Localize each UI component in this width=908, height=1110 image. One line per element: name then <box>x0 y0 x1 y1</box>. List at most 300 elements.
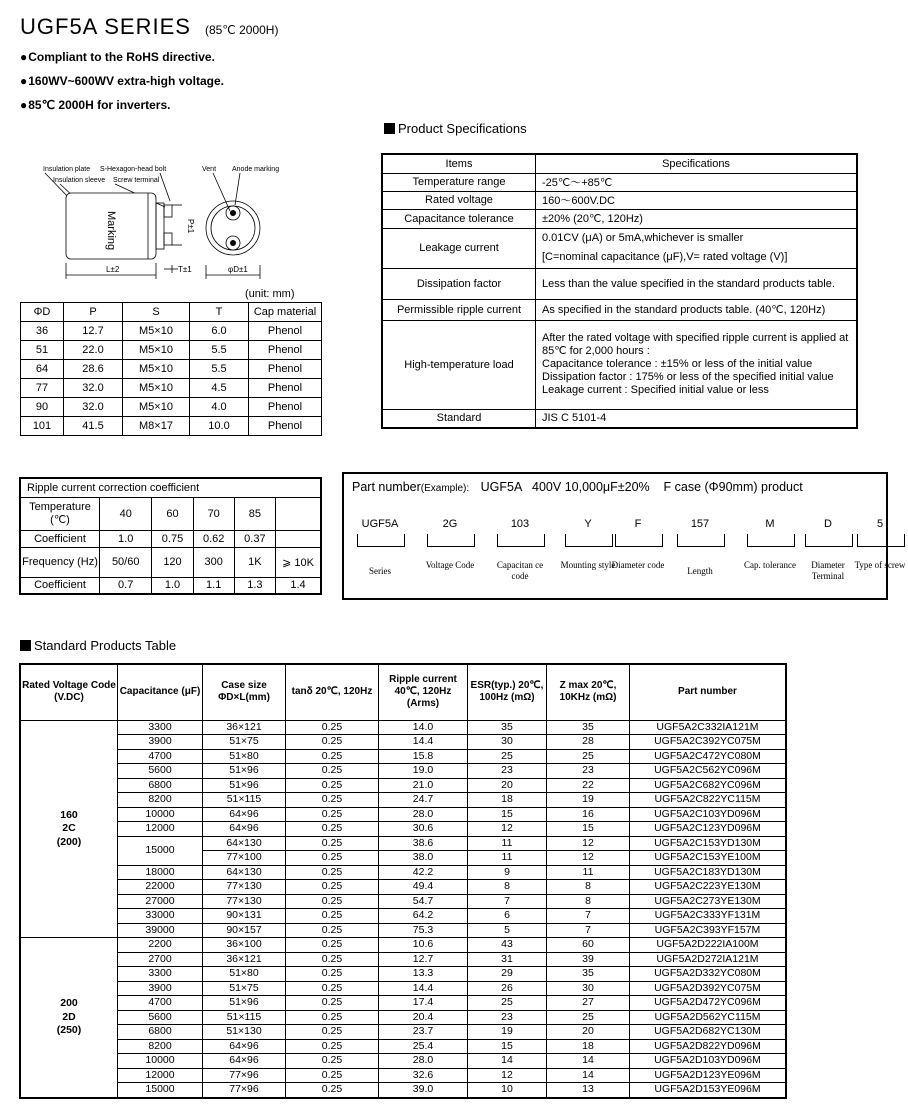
table-cell: 77×130 <box>203 894 286 909</box>
voltage-code: 2D <box>62 1010 76 1023</box>
table-cell: 31 <box>468 952 547 967</box>
table-cell: 11 <box>468 851 547 866</box>
table-row <box>20 793 786 808</box>
table-cell: 20 <box>468 778 547 793</box>
table-cell: 3900 <box>118 981 203 996</box>
table-cell: 8 <box>547 880 630 895</box>
marking-text: Marking <box>105 211 117 251</box>
table-cell: 28.0 <box>379 1054 468 1069</box>
table-cell: 13.3 <box>379 967 468 982</box>
part-code-bracket <box>615 534 663 547</box>
table-cell: 7 <box>468 894 547 909</box>
spec-value: Capacitance tolerance : ±15% or less of the initial value <box>542 358 813 370</box>
table-cell: 12000 <box>118 822 203 837</box>
table-cell: 16 <box>547 807 630 822</box>
table-row <box>20 836 786 851</box>
table-row <box>20 996 786 1011</box>
column-header: S <box>123 303 190 322</box>
table-cell: 4700 <box>118 749 203 764</box>
ripple-correction-table: Ripple current correction coefficient Temperature (℃) 40 60 70 85 Coefficient 1.0 0.75 0.62 0.37 Frequency (Hz) 50/60 120 300 1K ⩾ 10K Coefficient 0.7 1.0 1.1 1.3 1.4 <box>19 477 322 595</box>
table-cell: 64×130 <box>203 836 286 851</box>
table-cell: 28 <box>547 735 630 750</box>
table-cell: UGF5A2D332YC080M <box>630 967 787 982</box>
table-cell: 12 <box>547 851 630 866</box>
table-cell: 15000 <box>118 1083 203 1098</box>
table-cell: 21.0 <box>379 778 468 793</box>
spec-value: Leakage current : Specified initial value or less <box>542 384 769 396</box>
table-row: 77 32.0 M5×10 4.5 Phenol <box>21 379 322 398</box>
table-cell: 20.4 <box>379 1010 468 1025</box>
table-cell: 12000 <box>118 1068 203 1083</box>
part-code-bracket <box>805 534 853 547</box>
table-cell: 64×96 <box>203 1054 286 1069</box>
table-cell: UGF5A2D562YC115M <box>630 1010 787 1025</box>
table-cell: 6 <box>468 909 547 924</box>
row-label: Coefficient <box>20 577 100 594</box>
table-cell: 51×80 <box>203 967 286 982</box>
part-code-bracket <box>497 534 545 547</box>
unit-note: (unit: mm) <box>245 288 295 300</box>
table-cell: 0.25 <box>286 967 379 982</box>
table-cell: UGF5A2C273YE130M <box>630 894 787 909</box>
table-cell: 51×75 <box>203 981 286 996</box>
table-title: Ripple current correction coefficient <box>20 478 321 497</box>
dimension-table <box>20 302 322 436</box>
part-code-bracket <box>357 534 405 547</box>
table-cell: 30 <box>547 981 630 996</box>
column-header: Specifications <box>536 154 858 173</box>
table-cell: 7 <box>547 909 630 924</box>
table-cell: 19.0 <box>379 764 468 779</box>
spec-value: [C=nominal capacitance (μF),V= rated voltage (V)] <box>542 251 788 263</box>
table-cell: 5600 <box>118 764 203 779</box>
part-code-bracket <box>747 534 795 547</box>
part-code: 157 <box>690 518 710 530</box>
table-cell: 29 <box>468 967 547 982</box>
drawing-label: Anode marking <box>232 166 280 173</box>
table-cell: 20 <box>547 1025 630 1040</box>
table-cell: UGF5A2C562YC096M <box>630 764 787 779</box>
table-cell: 49.4 <box>379 880 468 895</box>
table-cell: 0.25 <box>286 865 379 880</box>
column-header: Part number <box>630 664 787 720</box>
table-cell: 39000 <box>118 923 203 938</box>
part-code-label: Cap. tolerance <box>744 560 796 570</box>
table-cell: 0.25 <box>286 720 379 735</box>
table-row: 101 41.5 M8×17 10.0 Phenol <box>21 417 322 436</box>
table-cell: UGF5A2D103YD096M <box>630 1054 787 1069</box>
part-code-bracket <box>565 534 613 547</box>
column-header: Capacitance (μF) <box>118 664 203 720</box>
table-cell: 51×115 <box>203 1010 286 1025</box>
dimension-label: L±2 <box>106 265 120 274</box>
table-cell: UGF5A2D392YC075M <box>630 981 787 996</box>
table-cell: 0.25 <box>286 1068 379 1083</box>
table-cell: 7 <box>547 923 630 938</box>
feature-bullet: ● Compliant to the RoHS directive. <box>20 50 215 64</box>
table-cell: 0.25 <box>286 764 379 779</box>
table-cell: 0.25 <box>286 778 379 793</box>
table-cell: 0.25 <box>286 952 379 967</box>
table-cell: 14.0 <box>379 720 468 735</box>
table-cell: 90×131 <box>203 909 286 924</box>
table-cell: 39 <box>547 952 630 967</box>
part-code: 2G <box>442 518 458 530</box>
table-cell: 0.25 <box>286 735 379 750</box>
table-cell: 18 <box>547 1039 630 1054</box>
table-cell: 18000 <box>118 865 203 880</box>
part-number-box <box>342 472 906 600</box>
table-cell: 54.7 <box>379 894 468 909</box>
part-code: 5 <box>876 518 884 530</box>
table-cell: 51×96 <box>203 778 286 793</box>
table-cell: 38.6 <box>379 836 468 851</box>
table-cell: 0.25 <box>286 1039 379 1054</box>
table-cell: UGF5A2D222IA100M <box>630 938 787 953</box>
table-cell: 11 <box>468 836 547 851</box>
table-cell: 0.25 <box>286 822 379 837</box>
table-cell: 90×157 <box>203 923 286 938</box>
table-cell: 77×130 <box>203 880 286 895</box>
table-cell: 23 <box>547 764 630 779</box>
table-cell: 14.4 <box>379 981 468 996</box>
spec-item: Temperature range <box>382 173 536 191</box>
table-cell: 13 <box>547 1083 630 1098</box>
spec-value: -25℃～+85℃ <box>536 173 858 191</box>
table-cell: 36×121 <box>203 952 286 967</box>
table-cell: 77×96 <box>203 1068 286 1083</box>
table-cell: 36×100 <box>203 938 286 953</box>
part-code-label: Type of screw <box>854 560 906 570</box>
drawing-label: Insulation sleeve <box>53 177 106 184</box>
table-cell: 51×96 <box>203 764 286 779</box>
table-cell: 8 <box>468 880 547 895</box>
capacitor-drawing <box>30 155 320 290</box>
table-cell: 30.6 <box>379 822 468 837</box>
table-cell: 32.6 <box>379 1068 468 1083</box>
spec-value: JIS C 5101-4 <box>536 409 858 428</box>
table-cell: 35 <box>468 720 547 735</box>
column-header: Rated Voltage Code (V.DC) <box>20 664 118 720</box>
column-header: ΦD <box>21 303 64 322</box>
table-cell: 77×100 <box>203 851 286 866</box>
table-cell: UGF5A2C123YD096M <box>630 822 787 837</box>
part-code: F <box>634 518 642 530</box>
column-header: P <box>64 303 123 322</box>
table-cell: 12 <box>547 836 630 851</box>
table-cell: 6800 <box>118 1025 203 1040</box>
spec-value: Less than the value specified in the standard products table. <box>536 268 858 299</box>
column-header: ESR(typ.) 20℃, 100Hz (mΩ) <box>468 664 547 720</box>
part-code-label: Capacitan ce code <box>496 560 544 581</box>
table-cell: 5 <box>468 923 547 938</box>
table-row <box>20 880 786 895</box>
spec-value: Dissipation factor : 175% or less of the specified initial value <box>542 371 834 383</box>
table-cell: UGF5A2C183YD130M <box>630 865 787 880</box>
table-cell: 8200 <box>118 793 203 808</box>
table-cell: UGF5A2D272IA121M <box>630 952 787 967</box>
table-cell: 64×130 <box>203 865 286 880</box>
table-row <box>20 938 786 953</box>
table-cell: 36×121 <box>203 720 286 735</box>
table-cell: 27000 <box>118 894 203 909</box>
table-cell: 17.4 <box>379 996 468 1011</box>
table-row <box>20 1025 786 1040</box>
table-cell: 22 <box>547 778 630 793</box>
table-cell: UGF5A2C472YC080M <box>630 749 787 764</box>
table-cell: 12 <box>468 822 547 837</box>
table-header-row <box>20 664 786 720</box>
table-row <box>20 923 786 938</box>
table-cell: 0.25 <box>286 996 379 1011</box>
table-cell: 77×96 <box>203 1083 286 1098</box>
table-cell: UGF5A2C682YC096M <box>630 778 787 793</box>
table-row: 64 28.6 M5×10 5.5 Phenol <box>21 360 322 379</box>
part-code: Y <box>584 518 592 530</box>
table-cell: 0.25 <box>286 1025 379 1040</box>
table-cell: 51×80 <box>203 749 286 764</box>
table-cell: 0.25 <box>286 923 379 938</box>
table-cell: 38.0 <box>379 851 468 866</box>
table-cell: 0.25 <box>286 981 379 996</box>
table-cell: 64.2 <box>379 909 468 924</box>
table-cell: 0.25 <box>286 938 379 953</box>
table-row <box>20 807 786 822</box>
voltage-code: 160 <box>60 808 78 821</box>
part-code-label: Length <box>687 566 713 576</box>
table-cell: 51×115 <box>203 793 286 808</box>
table-cell: 24.7 <box>379 793 468 808</box>
table-cell: 14 <box>468 1054 547 1069</box>
table-cell: 35 <box>547 967 630 982</box>
part-code: M <box>765 518 775 530</box>
part-number-title: Part number(Example): UGF5A 400V 10,000μF±20% F case (Φ90mm) product <box>352 480 803 494</box>
spec-item: Permissible ripple current <box>382 299 536 320</box>
drawing-label: S-Hexagon-head bolt <box>100 166 167 173</box>
table-cell: 11 <box>547 865 630 880</box>
table-cell: 28.0 <box>379 807 468 822</box>
part-code-bracket <box>857 534 905 547</box>
table-row <box>20 909 786 924</box>
table-cell: 15 <box>547 822 630 837</box>
column-header: Z max 20℃, 10KHz (mΩ) <box>547 664 630 720</box>
table-cell: 75.3 <box>379 923 468 938</box>
table-cell: UGF5A2C332IA121M <box>630 720 787 735</box>
table-cell: 0.25 <box>286 851 379 866</box>
drawing-label: Insulation plate <box>43 166 91 173</box>
table-cell: 12.7 <box>379 952 468 967</box>
row-label: Frequency (Hz) <box>20 547 100 577</box>
spec-item: Dissipation factor <box>382 268 536 299</box>
drawing-label: Screw terminal <box>113 177 160 184</box>
table-cell: 19 <box>547 793 630 808</box>
table-cell: 35 <box>547 720 630 735</box>
section-heading: Product Specifications <box>384 121 527 136</box>
column-header: tanδ 20℃, 120Hz <box>286 664 379 720</box>
feature-bullet: ● 85℃ 2000H for inverters. <box>20 98 170 112</box>
part-code: 103 <box>510 518 530 530</box>
spec-value: ±20% (20℃, 120Hz) <box>536 209 858 228</box>
dimension-label: φD±1 <box>228 265 248 274</box>
table-cell: 0.25 <box>286 880 379 895</box>
table-cell: 64×96 <box>203 1039 286 1054</box>
table-cell: 0.25 <box>286 1010 379 1025</box>
table-cell: 0.25 <box>286 1083 379 1098</box>
table-cell: 25 <box>468 749 547 764</box>
column-header: Ripple current 40℃, 120Hz (Arms) <box>379 664 468 720</box>
row-label: Coefficient <box>20 530 100 547</box>
table-row <box>20 778 786 793</box>
table-cell: 51×75 <box>203 735 286 750</box>
table-cell: 0.25 <box>286 793 379 808</box>
part-code: D <box>824 518 832 530</box>
part-code-label: Voltage Code <box>425 560 475 570</box>
table-cell: 0.25 <box>286 807 379 822</box>
table-cell: 0.25 <box>286 1054 379 1069</box>
table-cell: 23.7 <box>379 1025 468 1040</box>
table-cell: UGF5A2D153YE096M <box>630 1083 787 1098</box>
spec-item: Rated voltage <box>382 191 536 209</box>
table-cell: UGF5A2D472YC096M <box>630 996 787 1011</box>
table-row <box>20 1083 786 1098</box>
feature-bullet: ● 160WV~600WV extra-high voltage. <box>20 74 224 88</box>
part-code-bracket <box>677 534 725 547</box>
table-cell: 8200 <box>118 1039 203 1054</box>
table-row: 36 12.7 M5×10 6.0 Phenol <box>21 322 322 341</box>
table-cell: UGF5A2C392YC075M <box>630 735 787 750</box>
table-row <box>20 1039 786 1054</box>
table-cell: 42.2 <box>379 865 468 880</box>
spec-item: Leakage current <box>382 228 536 268</box>
specifications-table <box>381 153 858 429</box>
part-code: UGF5A <box>361 518 399 530</box>
table-row <box>20 981 786 996</box>
table-cell: 26 <box>468 981 547 996</box>
table-cell: 15.8 <box>379 749 468 764</box>
table-cell: 14 <box>547 1068 630 1083</box>
table-cell: 10 <box>468 1083 547 1098</box>
table-cell: 33000 <box>118 909 203 924</box>
part-code-bracket <box>427 534 475 547</box>
voltage-code: 200 <box>60 997 78 1009</box>
page-title: UGF5A SERIES (85℃ 2000H) <box>20 14 279 39</box>
part-code-label: Diameter code <box>611 560 665 570</box>
table-cell: 43 <box>468 938 547 953</box>
table-cell: 64×96 <box>203 807 286 822</box>
voltage-code-cell <box>20 938 118 1098</box>
table-cell: 51×96 <box>203 996 286 1011</box>
spec-item: High-temperature load <box>382 320 536 409</box>
table-cell: 25 <box>468 996 547 1011</box>
table-cell: UGF5A2C153YE100M <box>630 851 787 866</box>
voltage-code: (200) <box>56 835 82 848</box>
column-header: Cap material <box>249 303 322 322</box>
table-cell: 10.6 <box>379 938 468 953</box>
table-cell: 64×96 <box>203 822 286 837</box>
table-cell: 9 <box>468 865 547 880</box>
table-cell: UGF5A2C223YE130M <box>630 880 787 895</box>
table-row: 51 22.0 M5×10 5.5 Phenol <box>21 341 322 360</box>
column-header: Items <box>382 154 536 173</box>
column-header: T <box>190 303 249 322</box>
table-cell: 15 <box>468 1039 547 1054</box>
part-code-label: Diameter Terminal <box>811 560 845 581</box>
table-cell: 0.25 <box>286 909 379 924</box>
voltage-code-cell <box>20 720 118 938</box>
table-cell: 5600 <box>118 1010 203 1025</box>
table-row <box>20 1010 786 1025</box>
table-cell: 14.4 <box>379 735 468 750</box>
table-row <box>20 894 786 909</box>
table-cell: 25 <box>547 1010 630 1025</box>
table-cell: UGF5A2C333YF131M <box>630 909 787 924</box>
section-heading: Standard Products Table <box>20 638 176 653</box>
table-row <box>20 749 786 764</box>
table-cell: 15 <box>468 807 547 822</box>
table-cell: 30 <box>468 735 547 750</box>
table-row <box>20 865 786 880</box>
row-label: Temperature (℃) <box>20 497 100 530</box>
table-cell: 51×130 <box>203 1025 286 1040</box>
table-row <box>20 1054 786 1069</box>
table-cell: 15000 <box>118 836 203 865</box>
table-cell: UGF5A2C822YC115M <box>630 793 787 808</box>
table-cell: 4700 <box>118 996 203 1011</box>
table-row <box>20 764 786 779</box>
spec-item: Capacitance tolerance <box>382 209 536 228</box>
table-cell: 3300 <box>118 720 203 735</box>
table-row <box>20 952 786 967</box>
spec-value: After the rated voltage with specified ripple current is applied at 85℃ for 2,000 hours : <box>542 332 849 357</box>
table-row <box>20 720 786 735</box>
table-cell: 12 <box>468 1068 547 1083</box>
table-cell: 25 <box>547 749 630 764</box>
table-cell: 19 <box>468 1025 547 1040</box>
table-cell: UGF5A2D682YC130M <box>630 1025 787 1040</box>
column-header: Case size ΦD×L(mm) <box>203 664 286 720</box>
table-cell: 0.25 <box>286 894 379 909</box>
table-cell: 2700 <box>118 952 203 967</box>
table-cell: 25.4 <box>379 1039 468 1054</box>
standard-products-table <box>19 663 787 1099</box>
table-cell: 23 <box>468 764 547 779</box>
table-cell: UGF5A2D123YE096M <box>630 1068 787 1083</box>
table-row <box>20 822 786 837</box>
table-cell: 2200 <box>118 938 203 953</box>
dimension-label: T±1 <box>178 265 192 274</box>
table-cell: UGF5A2C153YD130M <box>630 836 787 851</box>
spec-value: 0.01CV (μA) or 5mA,whichever is smaller <box>542 232 744 244</box>
dimension-label: P±1 <box>186 219 195 234</box>
table-cell: UGF5A2C103YD096M <box>630 807 787 822</box>
table-row: 90 32.0 M5×10 4.0 Phenol <box>21 398 322 417</box>
voltage-code: 2C <box>62 822 76 834</box>
table-cell: 14 <box>547 1054 630 1069</box>
part-code-label: Mounting style <box>560 560 616 570</box>
table-cell: 60 <box>547 938 630 953</box>
table-cell: 3300 <box>118 967 203 982</box>
table-cell: UGF5A2D822YD096M <box>630 1039 787 1054</box>
drawing-label: Vent <box>202 166 217 173</box>
table-cell: UGF5A2C393YF157M <box>630 923 787 938</box>
spec-item: Standard <box>382 409 536 428</box>
table-cell: 6800 <box>118 778 203 793</box>
table-cell: 22000 <box>118 880 203 895</box>
table-cell: 39.0 <box>379 1083 468 1098</box>
table-row <box>20 967 786 982</box>
table-cell: 0.25 <box>286 836 379 851</box>
table-cell: 8 <box>547 894 630 909</box>
